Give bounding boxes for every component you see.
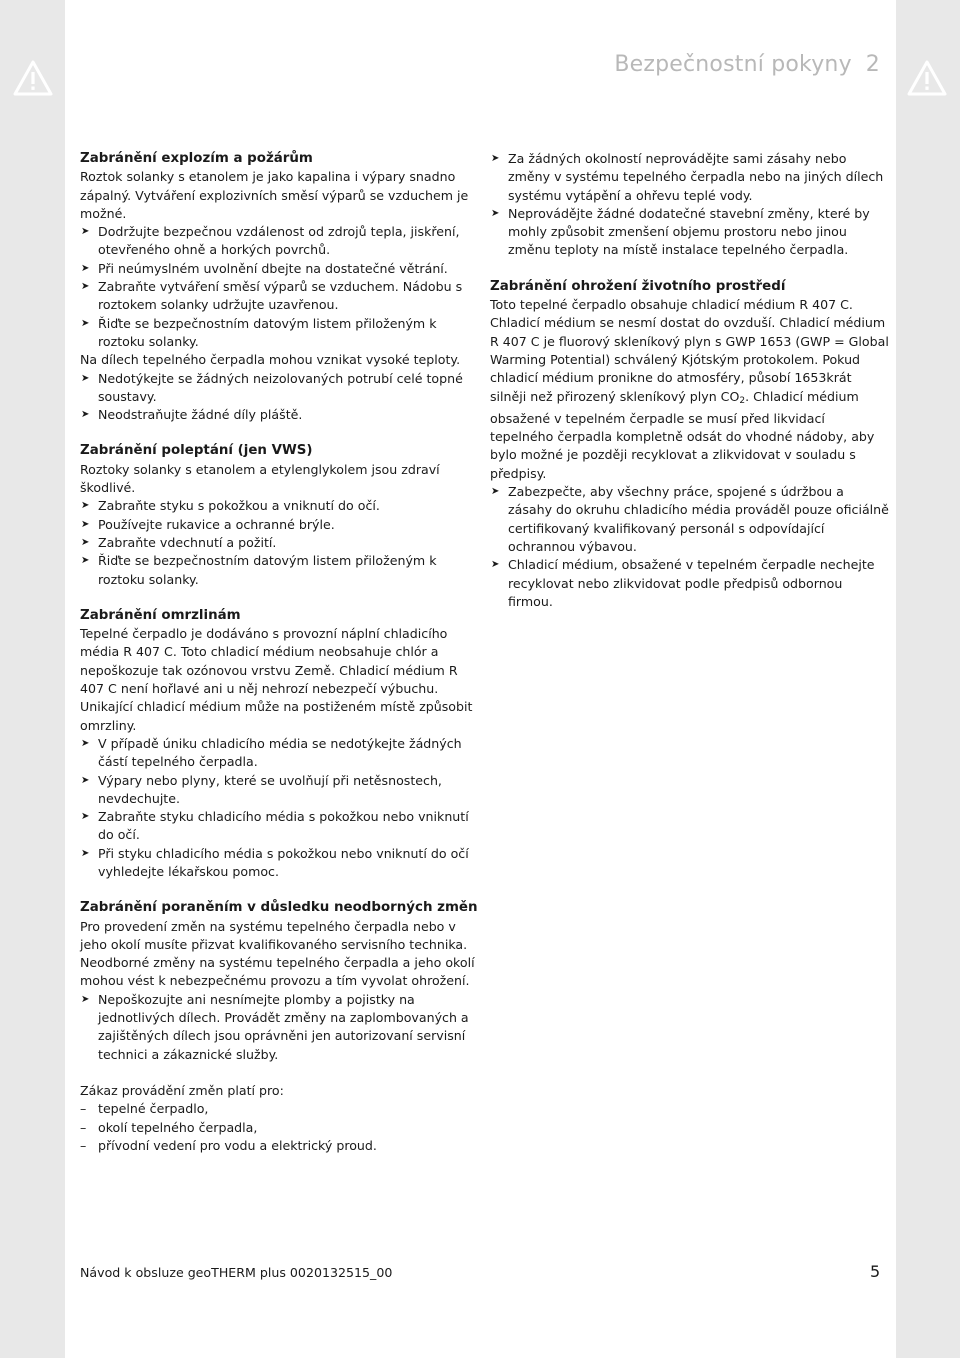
section-explosion [80,150,480,424]
page-header [614,52,880,77]
section-modifications [80,899,480,1064]
section-heading: Zabránění omrzlinám [80,607,241,623]
list-item: ➤ Nedotýkejte se žádných neizolovaných potrubí celé topné soustavy. [81,370,463,404]
arrow-bullet-icon: ➤ [491,486,500,498]
list-item: ➤ Za žádných okolností neprovádějte sami zásahy nebo změny v systému tepelného čerpadla nebo na jiných dílech systému vytápění a ohřevu teplé vody. [491,151,884,203]
left-sidebar [0,0,65,1358]
list-item: ➤ Neprovádějte žádné dodatečné stavební změny, které by mohly způsobit zmenšení objemu prostoru nebo jinou změnu teploty na místě instalace tepelného čerpadla. [491,205,870,258]
dash-bullet: – [80,1101,87,1117]
section-intro: Roztoky solanky s etanolem a etylenglykolem jsou zdraví škodlivé. [80,461,440,496]
dash-bullet: – [80,1137,87,1153]
section-heading: Zabránění poleptání (jen VWS) [80,443,313,459]
list-item: ➤ Při neúmyslném uvolnění dbejte na dostatečné větrání. [80,260,480,278]
header-chapter: 2 [865,52,880,77]
arrow-bullet-icon: ➤ [81,226,90,238]
list-item: ➤ Zabraňte vytváření směsí výparů se vzduchem. Nádobu s roztokem solanky udržujte uzavřenou. [81,279,463,313]
page-number: 5 [870,1262,881,1281]
arrow-bullet-icon: ➤ [491,207,500,219]
arrow-bullet-icon: ➤ [81,555,90,567]
arrow-bullet-icon: ➤ [81,737,90,749]
arrow-bullet-icon: ➤ [81,372,90,384]
scope-intro: Zákaz provádění změn platí pro: [80,1082,284,1098]
list-item: ➤ Výpary nebo plyny, které se uvolňují při netěsnostech, nevdechujte. [81,772,442,806]
arrow-bullet-icon: ➤ [81,500,90,512]
arrow-bullet-icon: ➤ [81,281,90,293]
list-item: ➤ Neodstraňujte žádné díly pláště. [80,406,480,424]
list-item: ➤ Chladicí médium, obsažené v tepelném čerpadle nechejte recyklovat nebo zlikvidovat podle předpisů odbornou firmou. [491,557,875,609]
left-column [80,150,480,1173]
list-item: – okolí tepelného čerpadla, [80,1119,480,1137]
section-intro: Toto tepelné čerpadlo obsahuje chladicí médium R 407 C. Chladicí médium se nesmí dostat do ovzduší. Chladicí médium R 407 C je fluorový skleníkový plyn s GWP 1653 (GWP = Global Warming Potential) schválený Kjótským protokolem. Pokud chladicí médium pronikne do atmosféry, působí 1653krát silněji než přirozený skleníkový plyn $CO_2$. Chladicí médium obsažené v tepelném čerpadle se musí před likvidací tepelného čerpadla kompletně odsát do vhodné nádoby, aby bylo možné je později recyklovat a zlikvidovat v souladu s předpisy. [490,297,889,481]
arrow-bullet-icon: ➤ [491,559,500,571]
list-item: ➤ Zabraňte styku s pokožkou a vniknutí do očí. [80,497,480,515]
arrow-bullet-icon: ➤ [81,262,90,274]
section-note: Na dílech tepelného čerpadla mohou vznikat vysoké teploty. [80,352,461,368]
list-item: ➤ Zabraňte vdechnutí a požití. [80,534,480,552]
list-item: ➤ Nepoškozujte ani nesnímejte plomby a pojistky na jednotlivých dílech. Provádět změny na zaplombovaných a zajištěných dílech jsou oprávněni jen autorizovaní servisní technici a zákaznické služby. [81,991,469,1062]
list-item: ➤ Zabraňte styku chladicího média s pokožkou nebo vniknutí do očí. [81,809,469,843]
warning-triangle-icon [907,60,947,96]
list-item: ➤ V případě úniku chladicího média se nedotýkejte žádných částí tepelného čerpadla. [81,735,462,770]
list-item: ➤ Řiďte se bezpečnostním datovým listem přiloženým k roztoku solanky. [81,553,437,587]
section-heading: Zabránění ohrožení životního prostředí [490,278,786,294]
section-continued [490,150,890,260]
footer-document-title: Návod k obsluze geoTHERM plus 0020132515_00 [80,1265,393,1280]
section-intro: Roztok solanky s etanolem je jako kapalina i výpary snadno zápalný. Vytváření explozivních směsí výparů se vzduchem je možné. [80,169,469,221]
section-heading: Zabránění explozím a požárům [80,151,313,166]
arrow-bullet-icon: ➤ [81,811,90,823]
list-item: ➤ Zabezpečte, aby všechny práce, spojené s údržbou a zásahy do okruhu chladicího média prováděl pouze oficiálně certifikovaný kvalifikovaný personál s odpovídající ochrannou výbavou. [491,484,889,554]
list-item: ➤ Používejte rukavice a ochranné brýle. [80,516,480,534]
arrow-bullet-icon: ➤ [81,993,90,1005]
section-heading: Zabránění poraněním v důsledku neodborných změn [80,900,478,916]
list-item: – přívodní vedení pro vodu a elektrický proud. [80,1137,480,1155]
arrow-bullet-icon: ➤ [81,536,90,548]
arrow-bullet-icon: ➤ [81,847,90,859]
section-scope [80,1082,480,1155]
arrow-bullet-icon: ➤ [81,409,90,421]
right-sidebar [896,0,960,1358]
section-burns [80,442,480,588]
right-column [490,150,890,629]
list-item: ➤ Dodržujte bezpečnou vzdálenost od zdrojů tepla, jiskření, otevřeného ohně a horkých povrchů. [81,224,460,258]
section-environment [490,278,890,611]
arrow-bullet-icon: ➤ [491,153,500,164]
section-intro: Pro provedení změn na systému tepelného čerpadla nebo v jeho okolí musíte přizvat kvalifikovaného servisního technika. Neodborné změny na systému tepelného čerpadla a jeho okolí mohou vést k nebezpečnému provozu a tím vyvolat ohrožení. [80,918,475,989]
list-item: – tepelné čerpadlo, [80,1100,480,1118]
list-item: ➤ Řiďte se bezpečnostním datovým listem přiloženým k roztoku solanky. [81,315,437,349]
arrow-bullet-icon: ➤ [81,317,90,329]
section-intro: Tepelné čerpadlo je dodáváno s provozní náplní chladicího média R 407 C. Toto chladicí médium neobsahuje chlór a nepoškozuje tak ozónovou vrstvu Země. Chladicí médium R 407 C není hořlavé ani u něj nehrozí nebezpečí výbuchu. Unikající chladicí médium může na postiženém místě způsobit omrzliny. [80,626,473,733]
arrow-bullet-icon: ➤ [81,774,90,786]
arrow-bullet-icon: ➤ [81,518,90,530]
list-item: ➤ Při styku chladicího média s pokožkou nebo vniknutí do očí vyhledejte lékařskou pomoc. [81,845,469,879]
section-frost [80,607,480,881]
dash-bullet: – [80,1119,87,1135]
warning-triangle-icon [13,60,53,96]
header-title: Bezpečnostní pokyny [614,52,852,77]
